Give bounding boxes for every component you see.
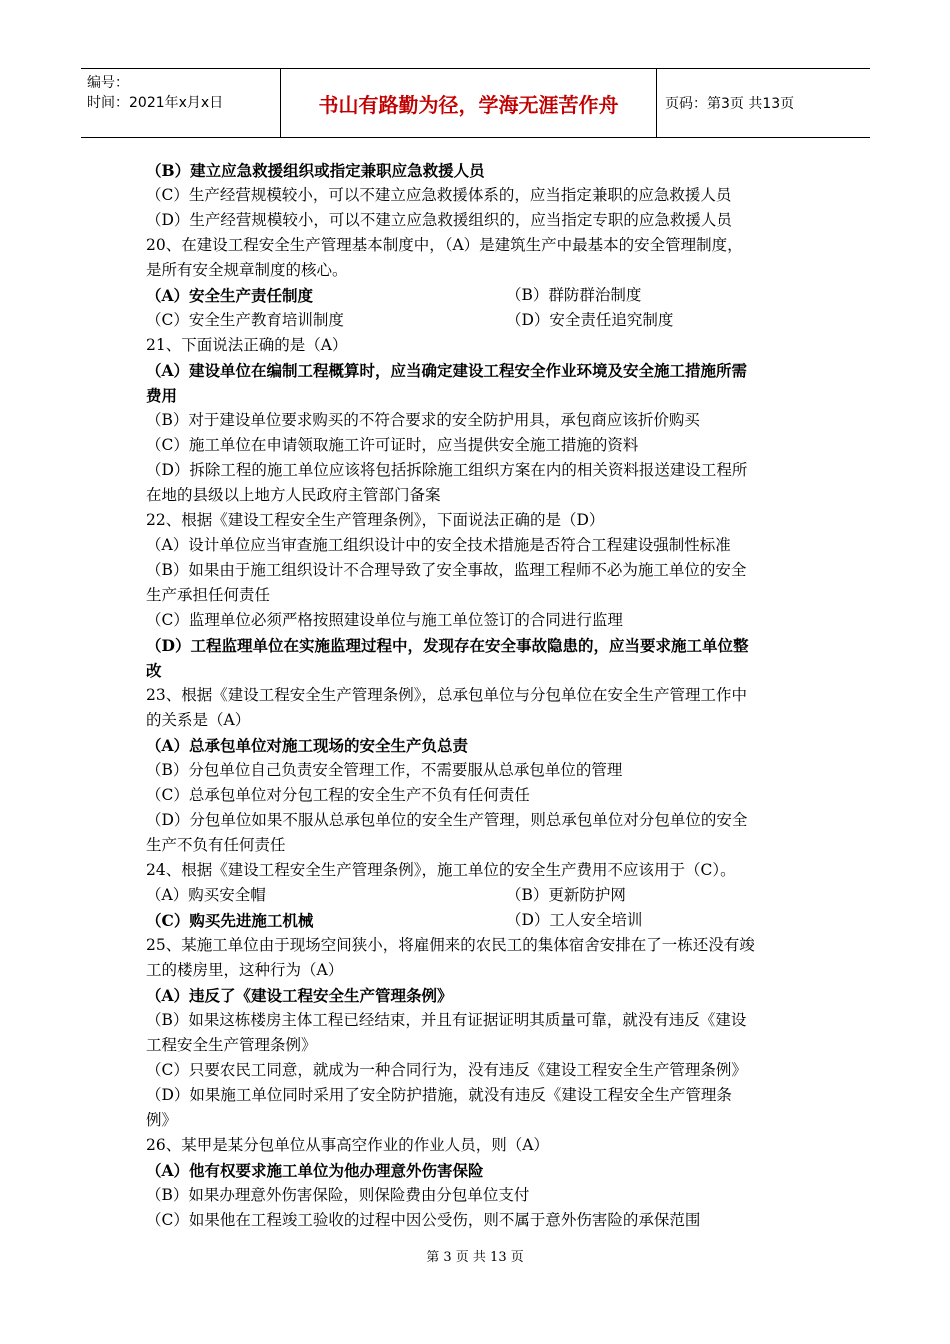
text-line: 22、根据《建设工程安全生产管理条例》，下面说法正确的是（D） [146, 511, 605, 529]
correct-answer-line: （D）工程监理单位在实施监理过程中，发现存在安全事故隐患的，应当要求施工单位整 [146, 636, 749, 655]
text-line: （D）拆除工程的施工单位应该将包括拆除施工组织方案在内的相关资料报送建设工程所 [146, 461, 748, 479]
option: （B）更新防护网 [506, 886, 626, 904]
header-page-info: 页码：第3页 共13页 [665, 96, 795, 112]
text-line: 24、根据《建设工程安全生产管理条例》，施工单位的安全生产费用不应该用于（C）。 [146, 861, 736, 879]
document-date: 时间：2021年x月x日 [87, 95, 224, 111]
correct-answer-line: 改 [146, 661, 162, 680]
text-line: （B）如果这栋楼房主体工程已经结束，并且有证据证明其质量可靠，就没有违反《建设 [146, 1011, 747, 1029]
text-line: （B）对于建设单位要求购买的不符合要求的安全防护用具，承包商应该折价购买 [146, 411, 700, 429]
correct-answer-line: （A）总承包单位对施工现场的安全生产负总责 [146, 736, 469, 755]
option-row [146, 283, 810, 308]
text-line: （C）生产经营规模较小，可以不建立应急救援体系的，应当指定兼职的应急救援人员 [146, 186, 732, 204]
correct-answer-line: （A）建设单位在编制工程概算时，应当确定建设工程安全作业环境及安全施工措施所需 [146, 361, 748, 380]
page-footer: 第 3 页 共 13 页 [426, 1250, 524, 1265]
correct-option: （C）购买先进施工机械 [146, 911, 314, 930]
text-line: （C）监理单位必须严格按照建设单位与施工单位签订的合同进行监理 [146, 611, 623, 629]
correct-option: （A）安全生产责任制度 [146, 286, 314, 305]
text-line: 工的楼房里，这种行为（A） [146, 961, 344, 979]
option-row [146, 308, 810, 333]
text-line: （D）生产经营规模较小，可以不建立应急救援组织的，应当指定专职的应急救援人员 [146, 211, 732, 229]
text-line: （B）分包单位自己负责安全管理工作，不需要服从总承包单位的管理 [146, 761, 623, 779]
correct-answer-line: （A）违反了《建设工程安全生产管理条例》 [146, 986, 453, 1005]
header-motto: 书山有路勤为径，学海无涯苦作舟 [281, 69, 657, 137]
text-line: （C）如果他在工程竣工验收的过程中因公受伤，则不属于意外伤害险的承保范围 [146, 1211, 701, 1229]
text-line: 工程安全生产管理条例》 [146, 1036, 317, 1054]
text-line: （B）如果办理意外伤害保险，则保险费由分包单位支付 [146, 1186, 530, 1204]
correct-answer-line: 费用 [146, 386, 178, 405]
text-line: 23、根据《建设工程安全生产管理条例》，总承包单位与分包单位在安全生产管理工作中 [146, 686, 747, 704]
correct-answer-line: （A）他有权要求施工单位为他办理意外伤害保险 [146, 1161, 484, 1180]
text-line: （D）如果施工单位同时采用了安全防护措施，就没有违反《建设工程安全生产管理条 [146, 1086, 732, 1104]
text-line: 生产承担任何责任 [146, 586, 271, 604]
text-line: （B）如果由于施工组织设计不合理导致了安全事故，监理工程师不必为施工单位的安全 [146, 561, 747, 579]
text-line: （C）只要农民工同意，就成为一种合同行为，没有违反《建设工程安全生产管理条例》 [146, 1061, 747, 1079]
option: （C）安全生产教育培训制度 [146, 311, 344, 329]
correct-answer-line: （B）建立应急救援组织或指定兼职应急救援人员 [146, 161, 485, 180]
header-meta [81, 69, 281, 137]
option: （D）安全责任追究制度 [506, 311, 674, 329]
document-number-label: 编号： [87, 75, 129, 91]
text-line: 21、下面说法正确的是（A） [146, 336, 348, 354]
text-line: 生产不负有任何责任 [146, 836, 286, 854]
option-row [146, 908, 810, 933]
page-header [81, 68, 870, 138]
text-line: 26、某甲是某分包单位从事高空作业的作业人员，则（A） [146, 1136, 549, 1154]
text-line: 是所有安全规章制度的核心。 [146, 261, 348, 279]
text-line: （C）施工单位在申请领取施工许可证时，应当提供安全施工措施的资料 [146, 436, 639, 454]
option-row [146, 883, 810, 908]
text-line: 25、某施工单位由于现场空间狭小，将雇佣来的农民工的集体宿舍安排在了一栋还没有竣 [146, 936, 755, 954]
text-line: 20、在建设工程安全生产管理基本制度中，（A）是建筑生产中最基本的安全管理制度， [146, 236, 743, 254]
text-line: （C）总承包单位对分包工程的安全生产不负有任何责任 [146, 786, 530, 804]
text-line: （D）分包单位如果不服从总承包单位的安全生产管理，则总承包单位对分包单位的安全 [146, 811, 748, 829]
option: （B）群防群治制度 [506, 286, 642, 304]
text-line: 在地的县级以上地方人民政府主管部门备案 [146, 486, 441, 504]
text-line: 的关系是（A） [146, 711, 251, 729]
option: （A）购买安全帽 [146, 886, 266, 904]
option: （D）工人安全培训 [506, 911, 643, 929]
text-line: 例》 [146, 1111, 178, 1129]
document-body [146, 158, 810, 1233]
text-line: （A）设计单位应当审查施工组织设计中的安全技术措施是否符合工程建设强制性标准 [146, 536, 731, 554]
